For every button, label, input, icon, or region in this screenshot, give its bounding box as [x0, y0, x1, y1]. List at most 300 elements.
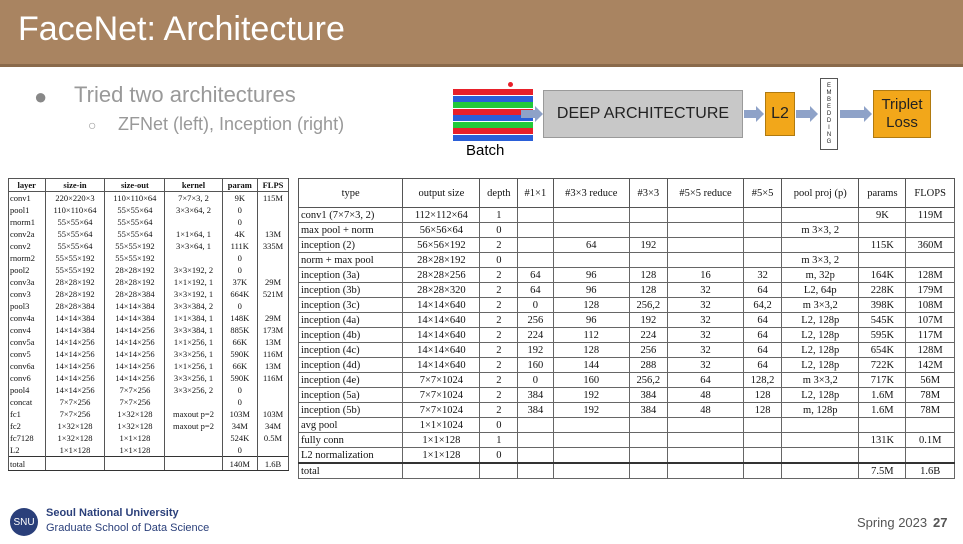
- zfnet-cell: 14×14×256: [45, 348, 105, 360]
- triplet-loss-box: Triplet Loss: [873, 90, 931, 138]
- zfnet-cell: [165, 252, 222, 264]
- zfnet-cell: 1×1×128: [105, 432, 165, 444]
- zfnet-cell: 14×14×384: [45, 324, 105, 336]
- inception-cell: 288: [629, 358, 667, 373]
- inception-col-header: depth: [480, 179, 518, 208]
- zfnet-cell: 0: [222, 216, 257, 228]
- inception-cell: 128: [629, 268, 667, 283]
- zfnet-row: [9, 444, 289, 457]
- zfnet-cell: 0: [222, 300, 257, 312]
- inception-cell: [518, 418, 553, 433]
- inception-cell: 224: [518, 328, 553, 343]
- zfnet-cell: 116M: [257, 348, 288, 360]
- inception-cell: 398K: [859, 298, 906, 313]
- zfnet-cell: 1×1×256, 1: [165, 336, 222, 348]
- zfnet-total-row: [9, 457, 289, 471]
- inception-cell: 64: [518, 283, 553, 298]
- bullet-text-1: Tried two architectures: [74, 82, 296, 107]
- inception-cell: 16: [667, 268, 743, 283]
- inception-cell: 192: [553, 403, 629, 418]
- inception-cell: [859, 448, 906, 464]
- inception-cell: 256,2: [629, 298, 667, 313]
- inception-cell: 0: [480, 418, 518, 433]
- zfnet-cell: rnorm1: [9, 216, 46, 228]
- zfnet-cell: 13M: [257, 336, 288, 348]
- inception-cell: [744, 448, 782, 464]
- inception-col-header: type: [299, 179, 403, 208]
- inception-cell: 28×28×320: [403, 283, 480, 298]
- bullet-dot-icon: ●: [34, 84, 48, 109]
- inception-cell: 2: [480, 238, 518, 253]
- inception-cell: [859, 418, 906, 433]
- inception-row: [299, 448, 955, 464]
- zfnet-cell: 590K: [222, 348, 257, 360]
- zfnet-cell: 55×55×64: [105, 228, 165, 240]
- zfnet-row: [9, 300, 289, 312]
- zfnet-cell: 14×14×256: [45, 336, 105, 348]
- zfnet-col-header: layer: [9, 179, 46, 192]
- inception-cell: 112×112×64: [403, 208, 480, 223]
- zfnet-cell: 55×55×64: [105, 204, 165, 216]
- sub-bullet-circle-icon: ○: [88, 117, 97, 133]
- zfnet-cell: 3×3×384, 1: [165, 324, 222, 336]
- inception-cell: 2: [480, 298, 518, 313]
- inception-cell: 28×28×192: [403, 253, 480, 268]
- inception-cell: 56×56×64: [403, 223, 480, 238]
- inception-cell: m 3×3, 2: [782, 223, 859, 238]
- zfnet-cell: [257, 252, 288, 264]
- zfnet-cell: 1×1×192, 1: [165, 276, 222, 288]
- inception-cell: 115K: [859, 238, 906, 253]
- zfnet-cell: 9K: [222, 192, 257, 205]
- inception-col-header: #5×5 reduce: [667, 179, 743, 208]
- zfnet-cell: 103M: [222, 408, 257, 420]
- inception-cell: 128M: [906, 268, 955, 283]
- zfnet-cell: pool3: [9, 300, 46, 312]
- zfnet-cell: 1×1×256, 1: [165, 360, 222, 372]
- university-logo: SNU: [10, 508, 38, 536]
- inception-cell: 128M: [906, 343, 955, 358]
- inception-cell: 2: [480, 328, 518, 343]
- inception-cell: 384: [629, 388, 667, 403]
- zfnet-cell: 14×14×256: [105, 324, 165, 336]
- inception-cell: 654K: [859, 343, 906, 358]
- inception-cell: 2: [480, 403, 518, 418]
- inception-cell: 117M: [906, 328, 955, 343]
- inception-cell: 2: [480, 283, 518, 298]
- zfnet-row: [9, 276, 289, 288]
- inception-cell: m, 32p: [782, 268, 859, 283]
- inception-cell: 14×14×640: [403, 313, 480, 328]
- inception-cell: [518, 433, 553, 448]
- inception-total-cell: [480, 463, 518, 479]
- inception-cell: [553, 418, 629, 433]
- zfnet-cell: 3×3×256, 1: [165, 372, 222, 384]
- inception-col-header: FLOPS: [906, 179, 955, 208]
- inception-row: [299, 313, 955, 328]
- inception-row: [299, 298, 955, 313]
- inception-row: [299, 343, 955, 358]
- zfnet-cell: 0: [222, 384, 257, 396]
- inception-col-header: output size: [403, 179, 480, 208]
- inception-cell: [906, 253, 955, 268]
- zfnet-cell: 55×55×64: [45, 216, 105, 228]
- inception-cell: [629, 448, 667, 464]
- inception-cell: 0: [480, 253, 518, 268]
- inception-cell: 14×14×640: [403, 298, 480, 313]
- inception-row: [299, 223, 955, 238]
- inception-cell: 144: [553, 358, 629, 373]
- zfnet-cell: 173M: [257, 324, 288, 336]
- zfnet-row: [9, 264, 289, 276]
- red-dot-icon: [508, 82, 513, 87]
- inception-cell: m 3×3,2: [782, 373, 859, 388]
- inception-cell: 2: [480, 313, 518, 328]
- inception-cell: inception (2): [299, 238, 403, 253]
- zfnet-cell: 4K: [222, 228, 257, 240]
- inception-cell: [553, 208, 629, 223]
- zfnet-cell: 55×55×64: [105, 216, 165, 228]
- inception-cell: 0: [480, 448, 518, 464]
- inception-cell: 384: [629, 403, 667, 418]
- footer-date: Spring 2023: [857, 515, 928, 530]
- inception-cell: 128,2: [744, 373, 782, 388]
- zfnet-cell: 14×14×256: [105, 348, 165, 360]
- inception-col-header: #3×3 reduce: [553, 179, 629, 208]
- zfnet-cell: conv4a: [9, 312, 46, 324]
- inception-cell: L2, 128p: [782, 313, 859, 328]
- inception-cell: 64: [518, 268, 553, 283]
- zfnet-row: [9, 204, 289, 216]
- inception-cell: [744, 238, 782, 253]
- zfnet-cell: 28×28×192: [105, 276, 165, 288]
- inception-total-cell: 1.6B: [906, 463, 955, 479]
- inception-cell: 64: [744, 283, 782, 298]
- zfnet-cell: conv2a: [9, 228, 46, 240]
- inception-cell: 228K: [859, 283, 906, 298]
- inception-cell: [518, 448, 553, 464]
- zfnet-cell: 14×14×384: [105, 312, 165, 324]
- embedding-letter: D: [826, 110, 832, 117]
- zfnet-col-header: param: [222, 179, 257, 192]
- inception-cell: 64: [744, 313, 782, 328]
- inception-row: [299, 208, 955, 223]
- inception-cell: [782, 448, 859, 464]
- inception-cell: 32: [744, 268, 782, 283]
- inception-cell: [906, 418, 955, 433]
- zfnet-cell: fc2: [9, 420, 46, 432]
- inception-row: [299, 253, 955, 268]
- inception-row: [299, 388, 955, 403]
- zfnet-cell: 28×28×192: [45, 276, 105, 288]
- inception-cell: [667, 418, 743, 433]
- inception-cell: [553, 448, 629, 464]
- inception-row: [299, 268, 955, 283]
- zfnet-cell: 7×7×3, 2: [165, 192, 222, 205]
- zfnet-row: [9, 360, 289, 372]
- zfnet-col-header: FLPS: [257, 179, 288, 192]
- inception-cell: 64: [667, 373, 743, 388]
- inception-cell: [518, 238, 553, 253]
- inception-cell: 192: [629, 313, 667, 328]
- inception-cell: 160: [518, 358, 553, 373]
- inception-cell: [667, 223, 743, 238]
- zfnet-cell: 28×28×384: [45, 300, 105, 312]
- inception-cell: inception (5b): [299, 403, 403, 418]
- zfnet-cell: conv3: [9, 288, 46, 300]
- zfnet-row: [9, 252, 289, 264]
- zfnet-cell: 66K: [222, 360, 257, 372]
- inception-cell: 7×7×1024: [403, 388, 480, 403]
- inception-cell: [782, 433, 859, 448]
- inception-cell: inception (3a): [299, 268, 403, 283]
- zfnet-col-header: size-in: [45, 179, 105, 192]
- inception-cell: [629, 253, 667, 268]
- zfnet-cell: rnorm2: [9, 252, 46, 264]
- zfnet-cell: 3×3×192, 1: [165, 288, 222, 300]
- inception-cell: inception (4d): [299, 358, 403, 373]
- zfnet-cell: concat: [9, 396, 46, 408]
- inception-cell: inception (4a): [299, 313, 403, 328]
- inception-total-cell: [782, 463, 859, 479]
- inception-cell: 64: [744, 358, 782, 373]
- inception-cell: [629, 418, 667, 433]
- embedding-letter: E: [826, 82, 831, 89]
- inception-cell: 32: [667, 283, 743, 298]
- inception-cell: 0: [480, 223, 518, 238]
- zfnet-cell: maxout p=2: [165, 408, 222, 420]
- inception-cell: 2: [480, 358, 518, 373]
- inception-table: [298, 178, 955, 479]
- zfnet-cell: 3×3×256, 1: [165, 348, 222, 360]
- inception-total-cell: [744, 463, 782, 479]
- inception-cell: 96: [553, 283, 629, 298]
- inception-col-header: #1×1: [518, 179, 553, 208]
- inception-cell: 32: [667, 343, 743, 358]
- batch-label: Batch: [466, 142, 505, 159]
- inception-cell: [782, 418, 859, 433]
- inception-cell: 2: [480, 388, 518, 403]
- inception-cell: 192: [553, 388, 629, 403]
- zfnet-row: [9, 288, 289, 300]
- inception-cell: 595K: [859, 328, 906, 343]
- page-number: 27: [933, 515, 948, 530]
- embedding-letter: G: [826, 138, 832, 145]
- zfnet-cell: 55×55×192: [45, 264, 105, 276]
- inception-cell: max pool + norm: [299, 223, 403, 238]
- zfnet-cell: L2: [9, 444, 46, 457]
- inception-total-cell: [629, 463, 667, 479]
- inception-cell: 128: [553, 343, 629, 358]
- batch-stripe: [453, 96, 533, 102]
- zfnet-table: [8, 178, 289, 471]
- inception-row: [299, 328, 955, 343]
- zfnet-cell: 885K: [222, 324, 257, 336]
- zfnet-cell: conv3a: [9, 276, 46, 288]
- zfnet-cell: 7×7×256: [105, 396, 165, 408]
- inception-cell: avg pool: [299, 418, 403, 433]
- inception-cell: norm + max pool: [299, 253, 403, 268]
- zfnet-cell: conv6a: [9, 360, 46, 372]
- zfnet-row: [9, 192, 289, 205]
- embedding-letter: N: [826, 131, 832, 138]
- zfnet-cell: 148K: [222, 312, 257, 324]
- zfnet-cell: 3×3×256, 2: [165, 384, 222, 396]
- inception-cell: 1: [480, 433, 518, 448]
- inception-cell: [667, 433, 743, 448]
- inception-cell: 32: [667, 328, 743, 343]
- inception-cell: 128: [744, 388, 782, 403]
- zfnet-cell: conv5a: [9, 336, 46, 348]
- zfnet-row: [9, 240, 289, 252]
- inception-cell: 224: [629, 328, 667, 343]
- zfnet-cell: 13M: [257, 360, 288, 372]
- inception-cell: [553, 253, 629, 268]
- zfnet-cell: 664K: [222, 288, 257, 300]
- inception-total-cell: total: [299, 463, 403, 479]
- inception-col-header: #3×3: [629, 179, 667, 208]
- embedding-letter: E: [826, 103, 831, 110]
- inception-row: [299, 418, 955, 433]
- inception-cell: 256: [629, 343, 667, 358]
- inception-cell: 2: [480, 373, 518, 388]
- embedding-box: [820, 78, 838, 150]
- zfnet-cell: 14×14×256: [45, 384, 105, 396]
- zfnet-cell: 55×55×64: [45, 240, 105, 252]
- inception-cell: inception (3c): [299, 298, 403, 313]
- zfnet-cell: [165, 444, 222, 457]
- zfnet-cell: 1×32×128: [105, 408, 165, 420]
- zfnet-cell: 1×1×64, 1: [165, 228, 222, 240]
- inception-cell: 1×1×128: [403, 448, 480, 464]
- zfnet-row: [9, 216, 289, 228]
- zfnet-cell: 335M: [257, 240, 288, 252]
- inception-row: [299, 433, 955, 448]
- zfnet-cell: [257, 396, 288, 408]
- zfnet-cell: 524K: [222, 432, 257, 444]
- zfnet-total-cell: [105, 457, 165, 471]
- zfnet-cell: 103M: [257, 408, 288, 420]
- zfnet-row: [9, 348, 289, 360]
- inception-cell: 119M: [906, 208, 955, 223]
- zfnet-row: [9, 432, 289, 444]
- inception-cell: 131K: [859, 433, 906, 448]
- zfnet-cell: 0: [222, 252, 257, 264]
- inception-col-header: #5×5: [744, 179, 782, 208]
- zfnet-cell: [257, 384, 288, 396]
- inception-cell: [667, 238, 743, 253]
- inception-cell: L2 normalization: [299, 448, 403, 464]
- zfnet-cell: conv4: [9, 324, 46, 336]
- inception-cell: 722K: [859, 358, 906, 373]
- inception-cell: 160: [553, 373, 629, 388]
- embedding-letter: B: [826, 96, 831, 103]
- inception-cell: 32: [667, 298, 743, 313]
- inception-cell: L2, 128p: [782, 358, 859, 373]
- zfnet-cell: 3×3×64, 1: [165, 240, 222, 252]
- zfnet-cell: 3×3×384, 2: [165, 300, 222, 312]
- zfnet-cell: 55×55×192: [105, 252, 165, 264]
- inception-cell: 717K: [859, 373, 906, 388]
- inception-cell: m 3×3,2: [782, 298, 859, 313]
- zfnet-row: [9, 372, 289, 384]
- inception-cell: 7×7×1024: [403, 373, 480, 388]
- embedding-letter: M: [826, 89, 832, 96]
- school-name: Graduate School of Data Science: [46, 522, 210, 534]
- inception-cell: [667, 253, 743, 268]
- inception-cell: [518, 208, 553, 223]
- zfnet-cell: 34M: [222, 420, 257, 432]
- inception-table-header: [299, 179, 955, 208]
- zfnet-cell: 1×1×128: [45, 444, 105, 457]
- zfnet-cell: fc7128: [9, 432, 46, 444]
- zfnet-cell: 66K: [222, 336, 257, 348]
- zfnet-cell: 55×55×192: [105, 240, 165, 252]
- batch-stripe: [453, 135, 533, 141]
- zfnet-cell: 521M: [257, 288, 288, 300]
- zfnet-cell: 14×14×384: [45, 312, 105, 324]
- zfnet-total-cell: [165, 457, 222, 471]
- zfnet-cell: 3×3×64, 2: [165, 204, 222, 216]
- zfnet-cell: 220×220×3: [45, 192, 105, 205]
- inception-cell: 112: [553, 328, 629, 343]
- inception-cell: 384: [518, 403, 553, 418]
- inception-cell: inception (3b): [299, 283, 403, 298]
- inception-cell: 28×28×256: [403, 268, 480, 283]
- zfnet-cell: 1×1×128: [105, 444, 165, 457]
- inception-cell: L2, 128p: [782, 328, 859, 343]
- inception-cell: [629, 208, 667, 223]
- inception-cell: 56M: [906, 373, 955, 388]
- inception-cell: 14×14×640: [403, 343, 480, 358]
- zfnet-cell: 14×14×384: [105, 300, 165, 312]
- zfnet-cell: 115M: [257, 192, 288, 205]
- inception-cell: 128: [744, 403, 782, 418]
- zfnet-cell: 110×110×64: [45, 204, 105, 216]
- zfnet-cell: 1×32×128: [45, 432, 105, 444]
- inception-total-cell: [403, 463, 480, 479]
- zfnet-cell: pool2: [9, 264, 46, 276]
- inception-cell: [629, 223, 667, 238]
- inception-cell: 78M: [906, 403, 955, 418]
- inception-cell: 128: [629, 283, 667, 298]
- zfnet-cell: conv1: [9, 192, 46, 205]
- inception-cell: [906, 448, 955, 464]
- inception-cell: 107M: [906, 313, 955, 328]
- zfnet-total-cell: [45, 457, 105, 471]
- inception-cell: 1.6M: [859, 403, 906, 418]
- zfnet-cell: 29M: [257, 312, 288, 324]
- inception-cell: L2, 128p: [782, 388, 859, 403]
- inception-cell: [744, 223, 782, 238]
- inception-row: [299, 403, 955, 418]
- zfnet-cell: 14×14×256: [45, 360, 105, 372]
- university-name: Seoul National University: [46, 507, 179, 519]
- bullet-text-2: ZFNet (left), Inception (right): [118, 114, 345, 134]
- zfnet-cell: 55×55×64: [45, 228, 105, 240]
- zfnet-cell: 0: [222, 444, 257, 457]
- zfnet-cell: [257, 300, 288, 312]
- inception-cell: 9K: [859, 208, 906, 223]
- zfnet-cell: conv6: [9, 372, 46, 384]
- zfnet-total-cell: 140M: [222, 457, 257, 471]
- embedding-letter: I: [828, 124, 830, 131]
- inception-cell: 1.6M: [859, 388, 906, 403]
- inception-cell: [906, 223, 955, 238]
- inception-cell: 108M: [906, 298, 955, 313]
- zfnet-cell: [165, 216, 222, 228]
- inception-cell: 192: [518, 343, 553, 358]
